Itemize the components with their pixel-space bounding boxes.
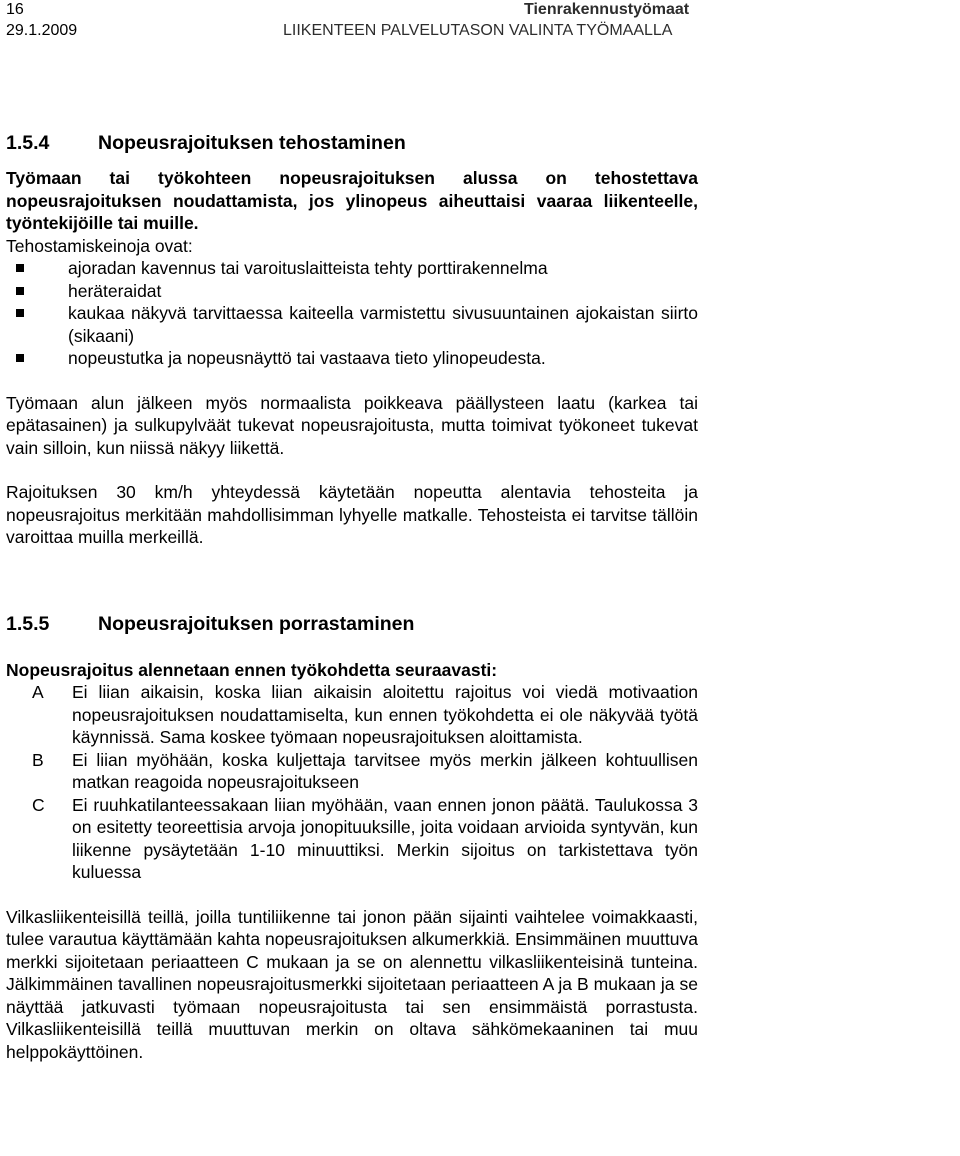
bullet-icon — [16, 354, 24, 362]
list-item: C Ei ruuhkatilanteessakaan liian myöhään, vaan ennen jonon päätä. Taulukossa 3 on esitetty teoreettisia arvoja jonopituuksille, joita voidaan arvioida syntyvän, kun liikenne pysäytetään 1-10 minuuttiksi. Merkin sijoitus on tarkistettava työn kuluessa — [32, 794, 698, 882]
section-heading-155 — [6, 611, 698, 637]
document-date: 29.1.2009 — [6, 22, 78, 39]
bullet-icon — [16, 264, 24, 272]
means-label: Tehostamiskeinoja ovat: — [6, 235, 193, 256]
list-item: heräteraidat — [6, 280, 698, 303]
list-item: kaukaa näkyvä tarvittaessa kaiteella varmistettu sivusuuntainen ajokaistan siirto (sikaani) — [6, 302, 698, 347]
section-title: Nopeusrajoituksen porrastaminen — [98, 612, 415, 635]
list-item: B Ei liian myöhään, koska kuljettaja tarvitsee myös merkin jälkeen kohtuullisen matkan reagoida nopeusrajoitukseen — [32, 749, 698, 792]
list-item: A Ei liian aikaisin, koska liian aikaisin aloitettu rajoitus voi viedä motivaation nopeusrajoituksen noudattamiselta, kun ennen työkohdetta ei ole näkyvää työtä käynnissä. Sama koskee työmaan nopeusrajoituksen aloittamista. — [32, 682, 698, 747]
page-header — [6, 0, 698, 44]
section-heading-154 — [6, 130, 698, 156]
page-number: 16 — [6, 1, 24, 18]
bullet-icon — [16, 309, 24, 317]
document-subtitle: LIIKENTEEN PALVELUTASON VALINTA TYÖMAALLA — [283, 22, 673, 39]
means-list — [6, 257, 698, 370]
paragraph-30kmh: Rajoituksen 30 km/h yhteydessä käytetään nopeutta alentavia tehosteita ja nopeusrajoitus merkitään mahdollisimman lyhyelle matkalle. Tehosteista ei tarvitse tällöin varoittaa muilla merkeillä. — [6, 482, 698, 547]
item-letter: A — [32, 682, 44, 702]
bullet-icon — [16, 287, 24, 295]
intro-paragraph: Työmaan tai työkohteen nopeusrajoituksen alussa on tehostettava nopeusrajoituksen noudattamista, jos ylinopeus aiheuttaisi vaaraa liikenteelle, työntekijöille tai muille. — [6, 168, 698, 233]
lead-paragraph: Nopeusrajoitus alennetaan ennen työkohdetta seuraavasti: — [6, 659, 498, 680]
paragraph-busy-roads: Vilkasliikenteisillä teillä, joilla tuntiliikenne tai jonon pään sijainti vaihtelee voimakkaasti, tulee varautua käyttämään kahta nopeusrajoituksen alkumerkkiä. Ensimmäinen muuttuva merkki sijoitetaan periaatteen C mukaan ja se on alennettu vilkasliikenteisinä tunteina. Jälkimmäinen tavallinen nopeusrajoitusmerkki sijoitetaan periaatteen A ja B mukaan ja se näyttää jatkuvasti työmaan nopeusrajoitusta tai sen ensimmäistä porrastusta. Vilkasliikenteisillä teillä muuttuvan merkin on oltava sähkömekaaninen tai muu helppokäyttöinen. — [6, 906, 698, 1062]
paragraph-surface-quality: Työmaan alun jälkeen myös normaalista poikkeava päällysteen laatu (karkea tai epätasainen) ja sulkupylväät tukevat nopeusrajoitusta, mutta toimivat työkoneet tukevat vain silloin, kun niissä näkyy liikettä. — [6, 392, 698, 458]
item-letter: C — [32, 794, 45, 815]
list-item: nopeustutka ja nopeusnäyttö tai vastaava tieto ylinopeudesta. — [6, 347, 698, 370]
principle-list — [6, 681, 698, 884]
section-number: 1.5.5 — [6, 612, 50, 635]
list-item: ajoradan kavennus tai varoituslaitteista tehty porttirakennelma — [6, 257, 698, 280]
section-number: 1.5.4 — [6, 132, 50, 154]
item-letter: B — [32, 749, 44, 770]
page-body — [6, 130, 698, 1063]
section-title: Nopeusrajoituksen tehostaminen — [98, 132, 406, 154]
document-title: Tienrakennustyömaat — [524, 1, 690, 18]
